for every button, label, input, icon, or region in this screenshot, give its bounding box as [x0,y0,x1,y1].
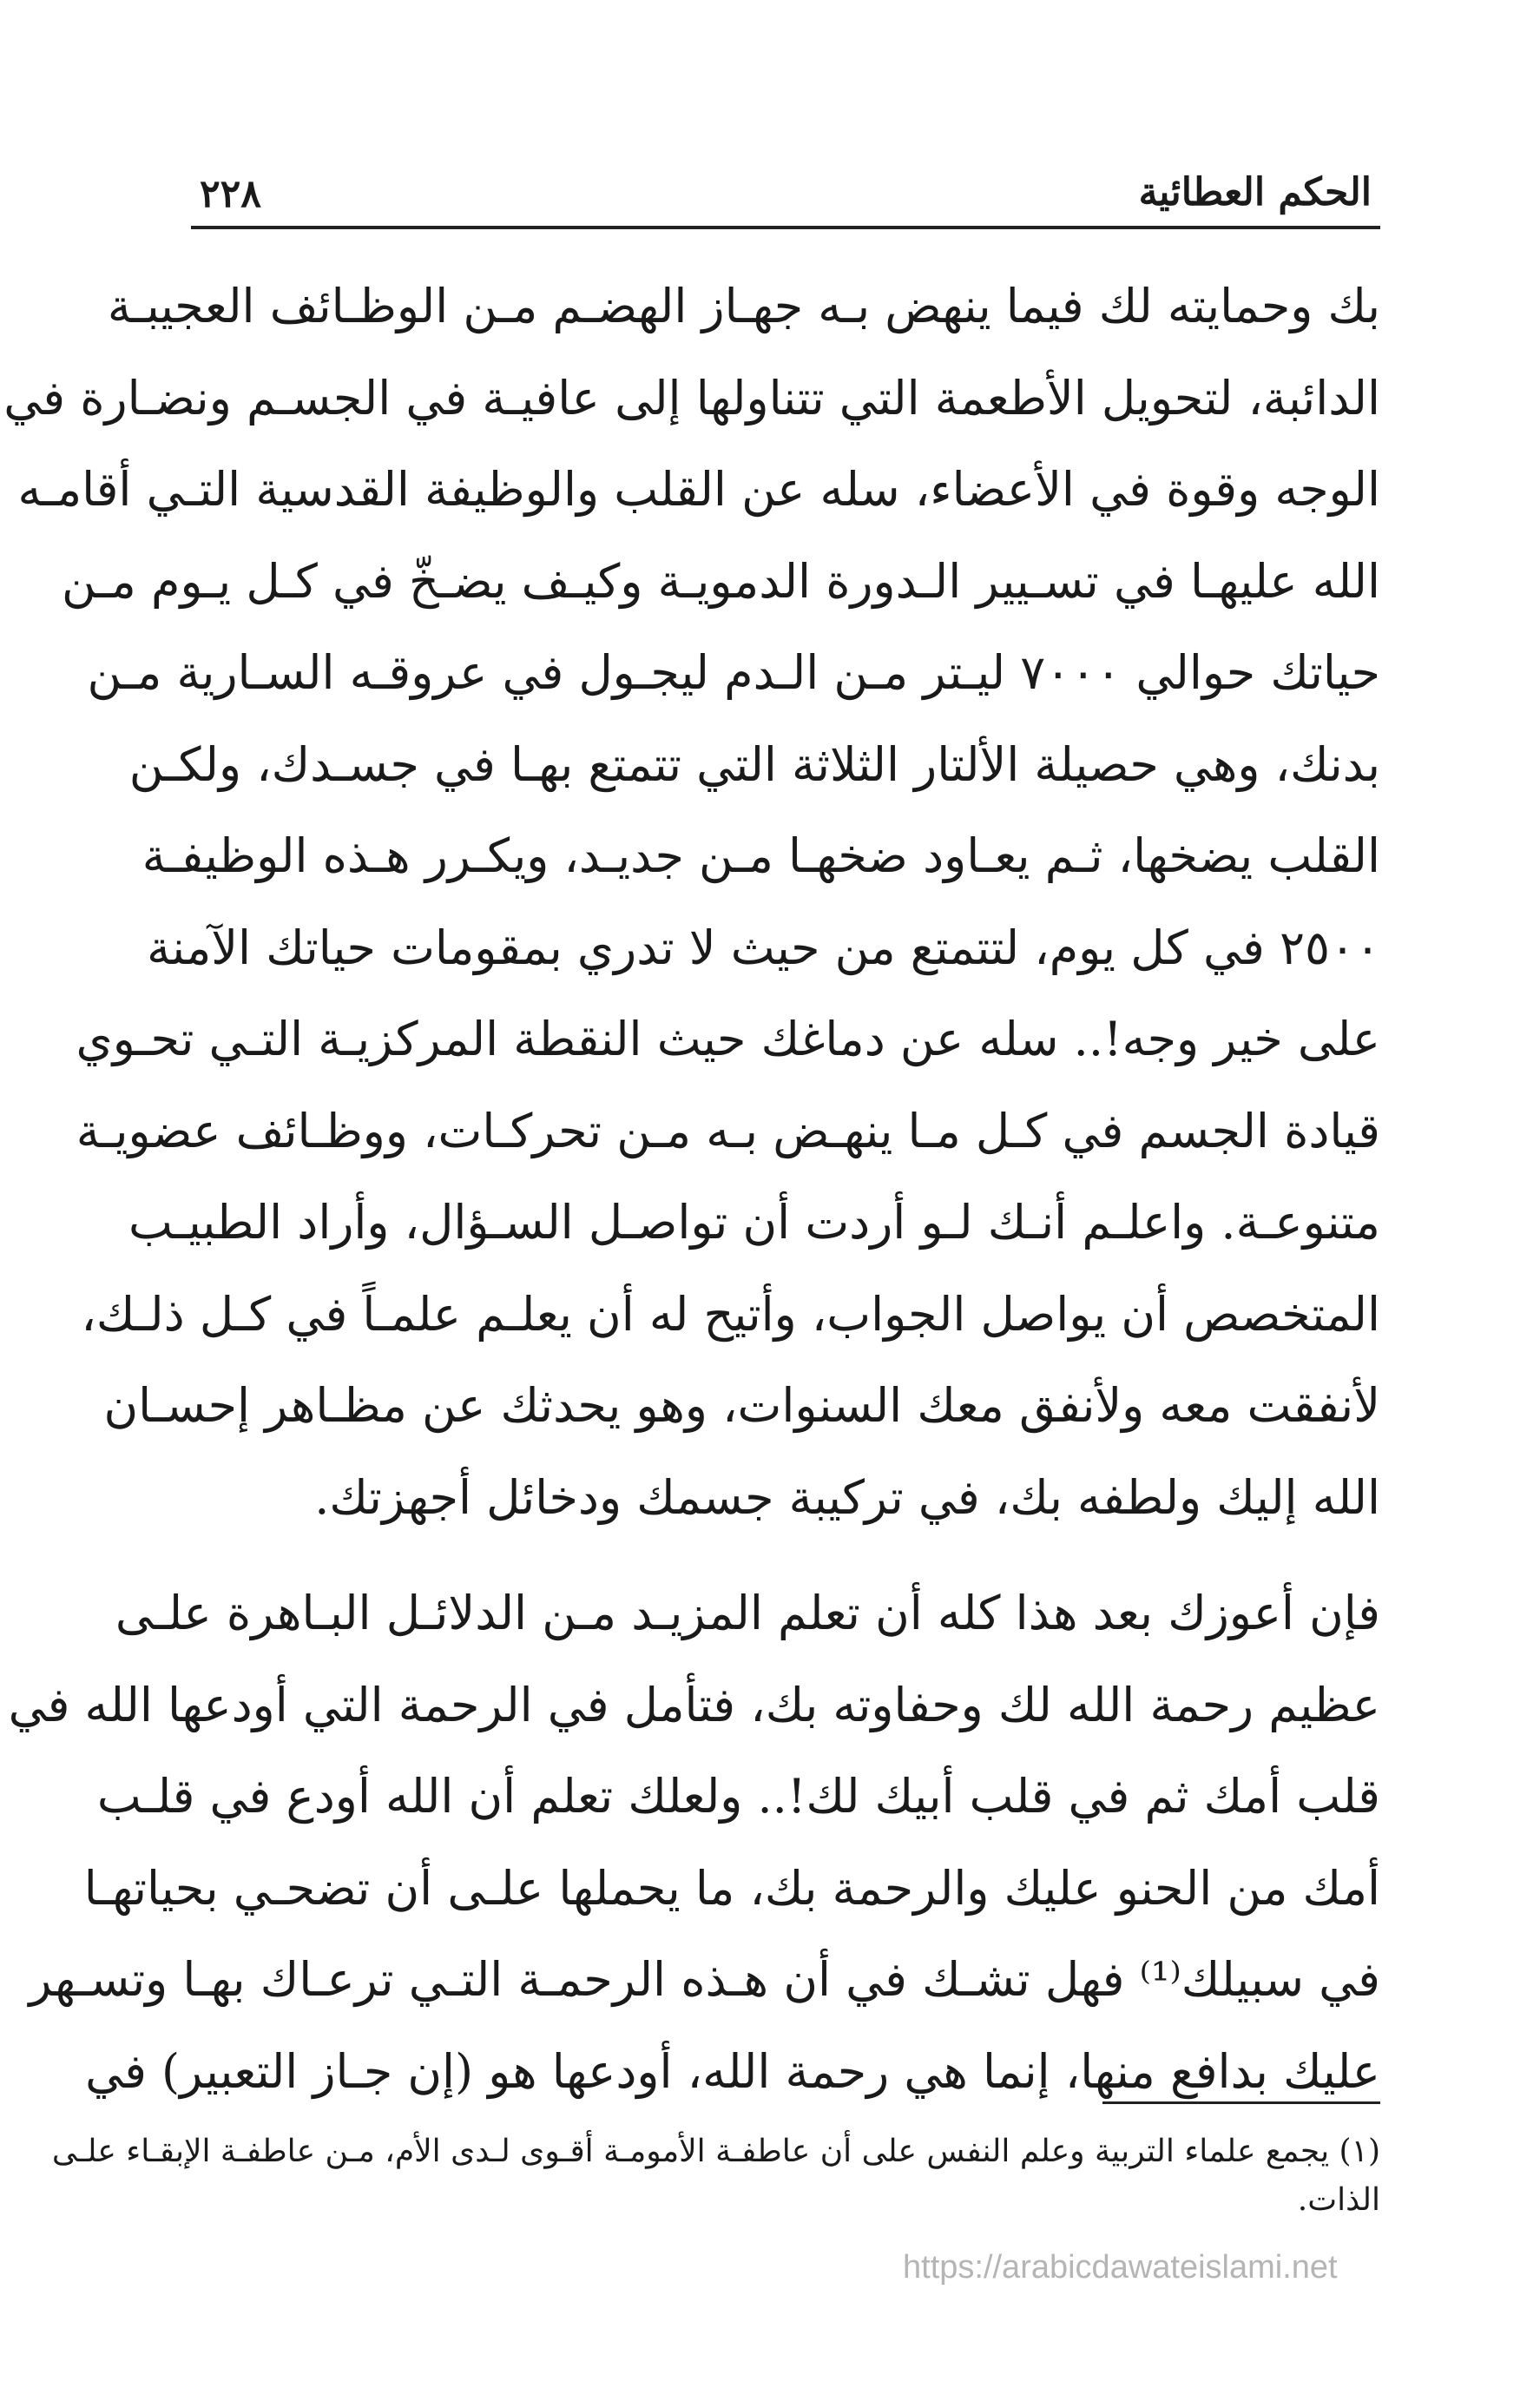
text-line: بدنك، وهي حصيلة الألتار الثلاثة التي تتمتع بهـا في جسـدك، ولكـن [128,736,1380,792]
paragraph [3,261,1380,1543]
watermark-url: https://arabicdawateislami.net [903,2249,1338,2286]
text-line: المتخصص أن يواصل الجواب، وأتيح له أن يعلـم علمـاً في كـل ذلـك، [81,1286,1380,1342]
text-line: أمك من الحنو عليك والرحمة بك، ما يحملها علـى أن تضحـي بحياتهـا [83,1860,1380,1916]
text-line: فإن أعوزك بعد هذا كله أن تعلم المزيـد مـن الدلائـل البـاهرة علـى [115,1586,1380,1640]
running-title: الحكم العطائية [1138,170,1372,214]
footnote-divider [1102,2101,1380,2104]
text-line: القلب يضخها، ثـم يعـاود ضخهـا مـن جديـد، ويكـرر هـذه الوظيفـة [141,828,1380,883]
text-line: الدائبة، لتحويل الأطعمة التي تتناولها إلى عافيـة في الجسـم ونضـارة في [3,370,1380,426]
paragraph [8,1567,1380,2117]
paragraph-gap [191,1543,1380,1567]
footnote-line: (١) يجمع علماء التربية وعلم النفس على أن عاطفـة الأمومـة أقـوى لـدى الأم، مـن عاطفـة الإبقـاء علـى [51,2134,1380,2169]
text-line: عظيم رحمة الله لك وحفاوته بك، فتأمل في الرحمة التي أودعها الله في [8,1677,1380,1732]
text-line: ٢٥٠٠ في كل يوم، لتتمتع من حيث لا تدري بمقومات حياتك الآمنة [147,920,1380,975]
text-line: حياتك حوالي ٧٠٠٠ ليـتر مـن الـدم ليجـول في عروقـه السـارية مـن [87,645,1380,700]
page-header [191,156,1380,229]
text-line: عليك بدافع منها، إنما هي رحمة الله، أودعها هو (إن جـاز التعبير) في [85,2043,1380,2099]
text-line: قيادة الجسم في كـل مـا ينهـض بـه مـن تحركـات، ووظـائف عضويـة [76,1103,1380,1158]
footnote-line: الذات. [1297,2182,1380,2218]
text-line: متنوعـة. واعلـم أنـك لـو أردت أن تواصـل السـؤال، وأراد الطبيـب [128,1195,1380,1250]
text-line: الوجه وقوة في الأعضاء، سله عن القلب والوظيفة القدسية التـي أقامـه [17,462,1380,517]
text-line: في سبيلك⁽¹⁾ فهل تشـك في أن هـذه الرحمـة التـي ترعـاك بهـا وتسـهر [29,1952,1380,2007]
footnotes [51,2128,1380,2225]
text-line: الله عليهـا في تسـيير الـدورة الدمويـة وكيـف يضـخّ في كـل يـوم مـن [62,553,1380,609]
text-line: الله إليك ولطفه بك، في تركيبة جسمك ودخائل أجهزتك. [314,1469,1380,1525]
text-line: بك وحمايته لك فيما ينهض بـه جهـاز الهضـم مـن الوظـائف العجيبـة [107,279,1380,333]
text-line: على خير وجه!.. سله عن دماغك حيث النقطة المركزيـة التـي تحـوي [76,1012,1380,1066]
page-number: ٢٢٨ [200,172,261,216]
body-text [3,261,1380,2117]
text-line: لأنفقت معه ولأنفق معك السنوات، وهو يحدثك عن مظـاهر إحسـان [103,1378,1380,1433]
text-line: قلب أمك ثم في قلب أبيك لك!.. ولعلك تعلم أن الله أودع في قلـب [96,1769,1380,1824]
